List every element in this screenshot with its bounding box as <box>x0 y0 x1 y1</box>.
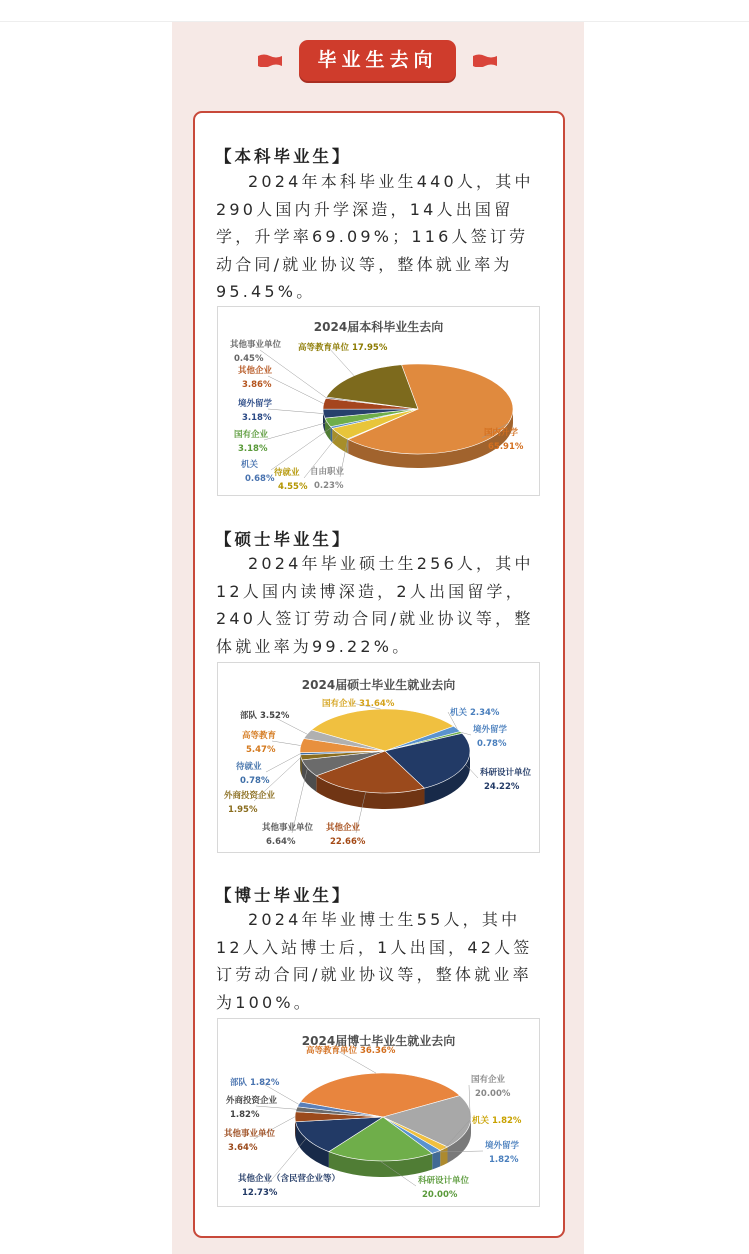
slice-name: 机关 <box>241 460 259 470</box>
slice-label: 机关 2.34% <box>450 708 500 718</box>
slice-name: 境外留学 <box>473 725 508 735</box>
slice-label: 国有企业 31.64% <box>322 699 395 709</box>
undergrad-chart <box>217 306 540 496</box>
slice-value: 65.91% <box>488 442 524 452</box>
slice-label: 部队 3.52% <box>240 711 290 721</box>
flag-icon-right <box>473 54 497 67</box>
slice-name: 其他企业 <box>326 823 361 833</box>
slice-name: 高等教育 <box>242 731 277 741</box>
chart-title: 2024届硕士毕业生就业去向 <box>301 678 456 692</box>
phd-pie-chart <box>218 1019 539 1206</box>
slice-value: 3.64% <box>228 1143 258 1153</box>
slice-value: 0.45% <box>234 354 264 364</box>
slice-name: 其他事业单位 <box>230 340 282 350</box>
slice-value: 3.18% <box>238 444 268 454</box>
slice-name: 其他企业（含民营企业等） <box>238 1174 341 1184</box>
slice-label: 机关 1.82% <box>472 1116 522 1126</box>
master-pie-chart <box>218 663 539 852</box>
slice-name: 外商投资企业 <box>226 1096 278 1106</box>
slice-name: 境外留学 <box>485 1141 520 1151</box>
leader-line <box>256 1106 296 1109</box>
master-chart <box>217 662 540 853</box>
slice-name: 其他事业单位 <box>224 1129 276 1139</box>
slice-name: 其他事业单位 <box>262 823 314 833</box>
leader-line <box>268 409 323 414</box>
slice-name: 国有企业 <box>234 430 269 440</box>
slice-value: 0.78% <box>477 739 507 749</box>
slice-name: 境外留学 <box>238 399 273 409</box>
slice-label: 高等教育单位 36.36% <box>306 1046 396 1056</box>
slice-label: 部队 1.82% <box>230 1078 280 1088</box>
phd-heading: 【博士毕业生】 <box>215 886 352 905</box>
slice-value: 6.64% <box>266 837 296 847</box>
slice-value: 12.73% <box>242 1188 278 1198</box>
slice-name: 国内升学 <box>484 428 519 438</box>
phd-text: 2024年毕业博士生55人，其中12人入站博士后，1人出国，42人签订劳动合同/就业协议等，整体就业率为100%。 <box>216 910 533 1012</box>
chart-title: 2024届博士毕业生就业去向 <box>301 1034 456 1048</box>
slice-value: 0.68% <box>245 474 275 484</box>
slice-value: 20.00% <box>475 1089 511 1099</box>
header-title: 毕业生去向 <box>317 49 438 71</box>
slice-name: 国有企业 <box>471 1075 506 1085</box>
leader-line <box>271 427 331 470</box>
slice-value: 5.47% <box>246 745 276 755</box>
master-text: 2024年毕业硕士生256人，其中12人国内读博深造，2人出国留学，240人签订劳动合同/就业协议等，整体就业率为99.22%。 <box>216 554 534 656</box>
pie-slice-side <box>331 427 333 443</box>
slice-label: 高等教育单位 17.95% <box>298 343 388 353</box>
slice-value: 0.78% <box>240 776 270 786</box>
slice-value: 1.82% <box>489 1155 519 1165</box>
slice-value: 4.55% <box>278 482 308 492</box>
slice-name: 科研设计单位 <box>480 768 532 778</box>
undergrad-text: 2024年本科毕业生440人，其中290人国内升学深造，14人出国留学，升学率69.09%；116人签订劳动合同/就业协议等，整体就业率为95.45%。 <box>216 172 534 301</box>
slice-name: 科研设计单位 <box>418 1176 470 1186</box>
slice-name: 自由职业 <box>310 467 345 477</box>
leader-line <box>272 741 301 746</box>
slice-value: 3.86% <box>242 380 272 390</box>
undergrad-pie-chart <box>218 307 539 495</box>
master-heading: 【硕士毕业生】 <box>215 530 352 549</box>
slice-value: 24.22% <box>484 782 520 792</box>
slice-value: 1.82% <box>230 1110 260 1120</box>
slice-value: 3.18% <box>242 413 272 423</box>
flag-icon-left <box>258 54 282 67</box>
slice-value: 0.23% <box>314 481 344 491</box>
section-header <box>299 40 456 81</box>
slice-name: 其他企业 <box>238 366 273 376</box>
slice-name: 待就业 <box>236 762 262 772</box>
slice-value: 20.00% <box>422 1190 458 1200</box>
slice-name: 外商投资企业 <box>224 791 276 801</box>
phd-chart <box>217 1018 540 1207</box>
slice-value: 22.66% <box>330 837 366 847</box>
slice-name: 待就业 <box>274 468 300 478</box>
slice-value: 1.95% <box>228 805 258 815</box>
undergrad-heading: 【本科毕业生】 <box>215 147 352 166</box>
chart-title: 2024届本科毕业生去向 <box>313 320 444 334</box>
